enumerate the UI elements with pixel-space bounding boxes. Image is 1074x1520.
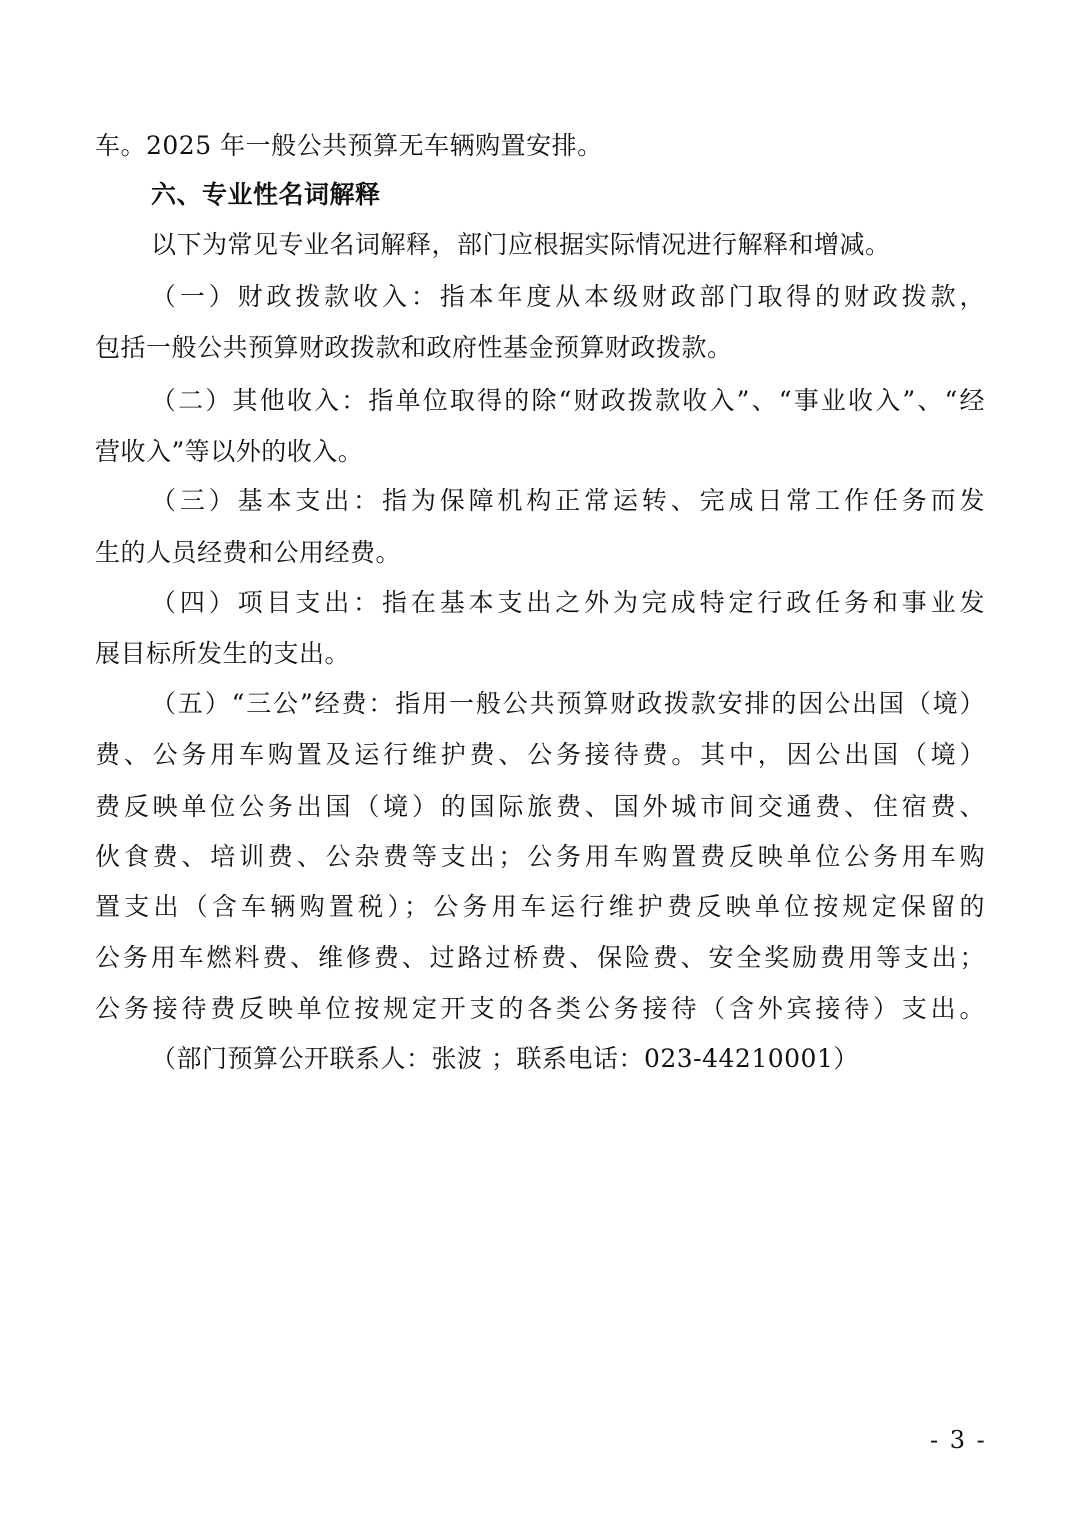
term-3-line-2: 生的人员经费和公用经费。	[95, 538, 402, 567]
term-4-line-2: 展目标所发生的支出。	[95, 639, 351, 668]
term-5-line-3: 费反映单位公务出国（境）的国际旅费、国外城市间交通费、住宿费、	[95, 792, 985, 821]
term-5-line-5: 置支出（含车辆购置税）；公务用车运行维护费反映单位按规定保留的	[95, 892, 985, 921]
term-5-line-2: 费、公务用车购置及运行维护费、公务接待费。其中，因公出国（境）	[95, 740, 985, 769]
term-5-line-1: （五）“三公”经费：指用一般公共预算财政拨款安排的因公出国（境）	[151, 689, 985, 718]
term-1-line-2: 包括一般公共预算财政拨款和政府性基金预算财政拨款。	[95, 333, 733, 362]
term-2-line-2: 营收入”等以外的收入。	[95, 437, 364, 466]
term-5-line-7: 公务接待费反映单位按规定开支的各类公务接待（含外宾接待）支出。	[95, 994, 985, 1023]
paragraph-vehicle-line-end: 车。2025 年一般公共预算无车辆购置安排。	[95, 131, 603, 160]
term-1-line-1: （一）财政拨款收入：指本年度从本级财政部门取得的财政拨款，	[151, 282, 985, 311]
term-4-line-1: （四）项目支出：指在基本支出之外为完成特定行政任务和事业发	[151, 588, 985, 617]
page-number: - 3 -	[930, 1426, 987, 1454]
contact-info: （部门预算公开联系人：张波 ；联系电话：023-44210001）	[151, 1044, 859, 1073]
term-2-line-1: （二）其他收入：指单位取得的除“财政拨款收入”、“事业收入”、“经	[151, 386, 985, 415]
section-heading-terms: 六、专业性名词解释	[151, 180, 381, 209]
term-3-line-1: （三）基本支出：指为保障机构正常运转、完成日常工作任务而发	[151, 486, 985, 515]
term-5-line-4: 伙食费、培训费、公杂费等支出；公务用车购置费反映单位公务用车购	[95, 842, 985, 871]
term-5-line-6: 公务用车燃料费、维修费、过路过桥费、保险费、安全奖励费用等支出；	[95, 943, 985, 972]
intro-paragraph: 以下为常见专业名词解释，部门应根据实际情况进行解释和增减。	[151, 230, 891, 259]
